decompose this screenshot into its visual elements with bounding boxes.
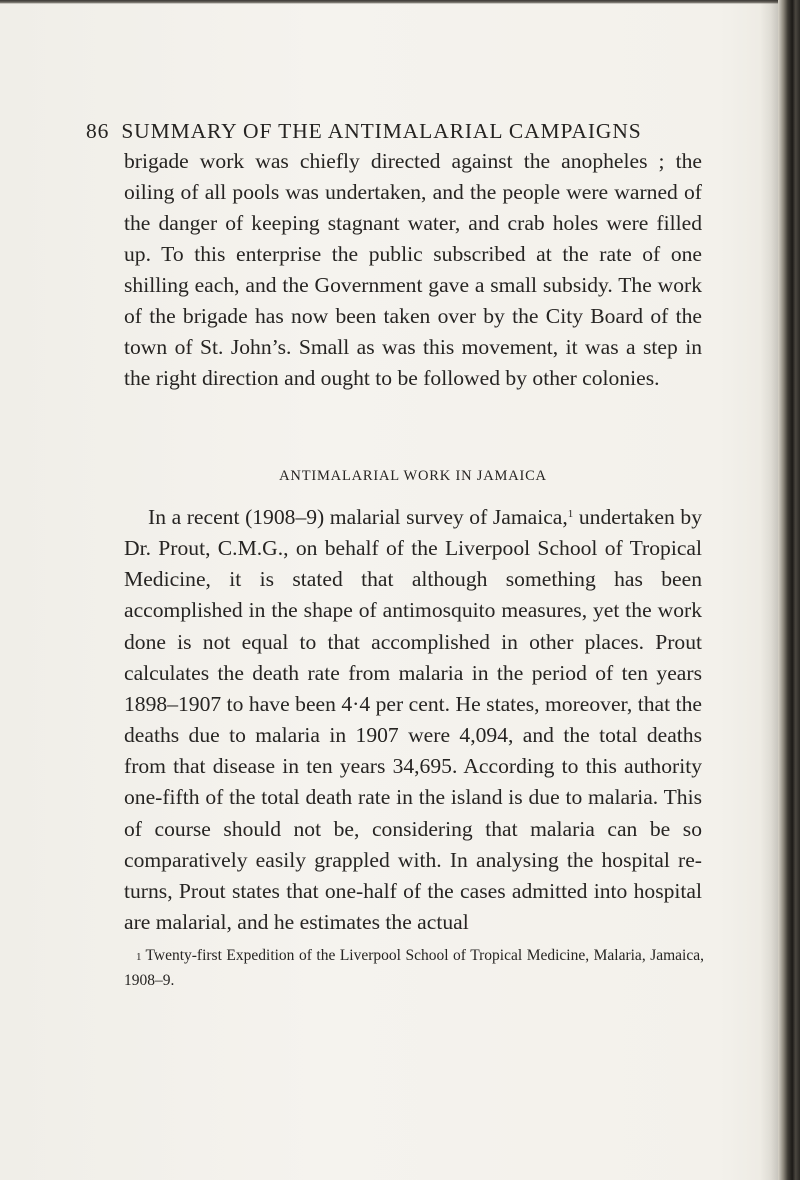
body-text-top	[124, 146, 702, 394]
footnote-entry	[124, 944, 704, 992]
paragraph-2-start: In a recent (1908–9) malarial survey of Jamaica,	[148, 505, 568, 529]
footnote-text: Twenty-first Expedition of the Liverpool School of Tropical Medicine, Malaria, Jamaica, 1908–9.	[124, 947, 704, 989]
paragraph-2-rest: undertaken by Dr. Prout, C.M.G., on behalf of the Liverpool School of Tropical Medicine, it is stated that although something has been accomplished in the shape of antimosquito measures, yet the work done is not equal to that accomplished in other places. Prout calculates the death rate from malaria in the period of ten years 1898–1907 to have been 4·4 per cent. He states, moreover, that the deaths due to malaria in 1907 were 4,094, and the total deaths from that disease in ten years 34,695. According to this authority one-fifth of the total death rate in the island is due to malaria. This of course should not be, considering that malaria can be so comparatively easily grappled with. In analysing the hospital returns, Prout states that one-half of the cases admitted into hospital are malarial, and he estimates the actual	[124, 505, 702, 935]
running-head	[86, 118, 722, 144]
paragraph-2	[124, 502, 702, 938]
gutter-shadow	[760, 0, 778, 1180]
footnote-number: 1	[136, 951, 142, 963]
running-title: SUMMARY OF THE ANTIMALARIAL CAMPAIGNS	[121, 119, 642, 143]
book-spine-edge	[778, 0, 800, 1180]
footnote-reference[interactable]: 1	[567, 508, 574, 520]
section-heading: ANTIMALARIAL WORK IN JAMAICA	[279, 468, 547, 484]
body-text-main	[124, 502, 702, 938]
footnote	[124, 944, 704, 992]
page-top-edge	[0, 0, 800, 4]
paragraph-1: brigade work was chiefly directed against the anopheles ; the oiling of all pools was undertaken, and the people were warned of the danger of keeping stagnant water, and crab holes were filled up. To this enterprise the public subscribed at the rate of one shilling each, and the Government gave a small subsidy. The work of the brigade has now been taken over by the City Board of the town of St. John’s. Small as was this movement, it was a step in the right direction and ought to be followed by other colonies.	[124, 149, 702, 390]
page-number: 86	[86, 119, 110, 143]
